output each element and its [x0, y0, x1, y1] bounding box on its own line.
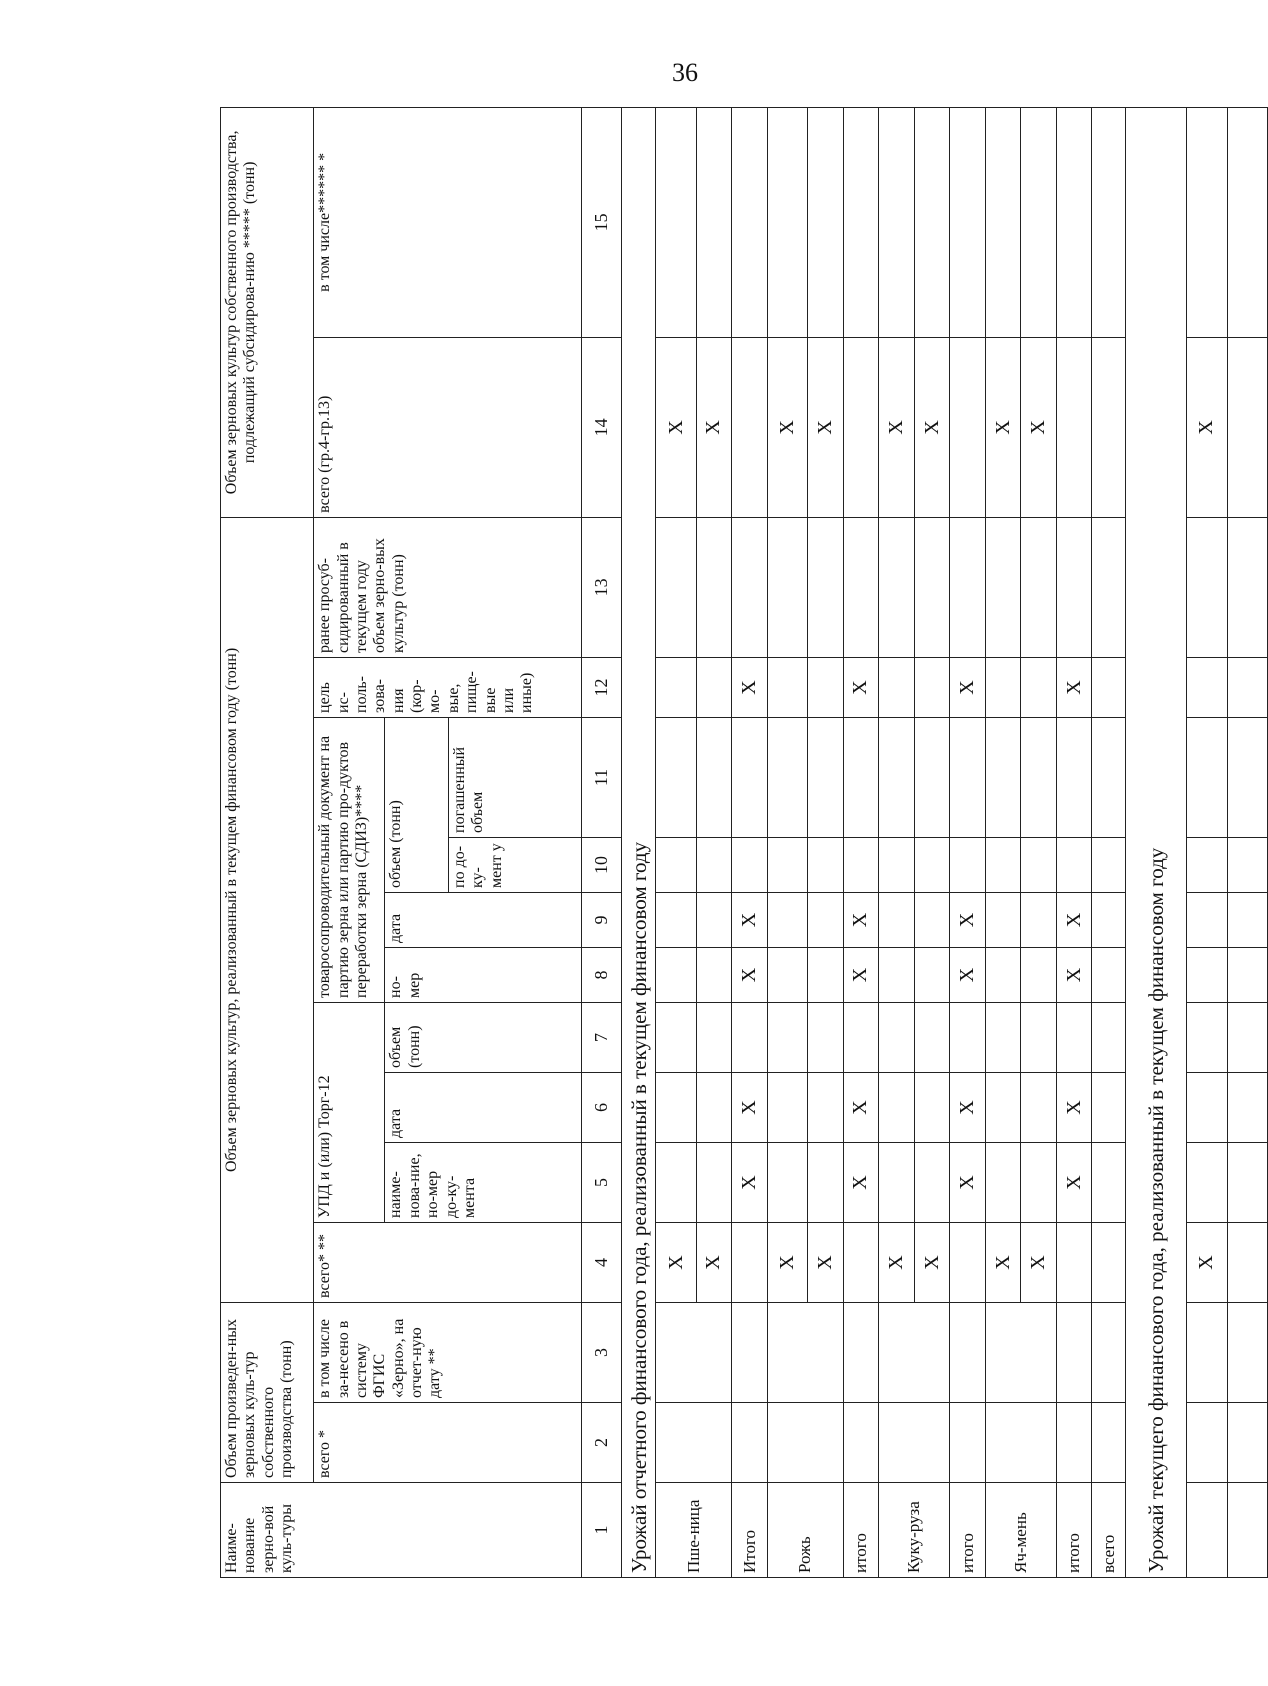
x-mark: X — [656, 337, 696, 517]
table-row — [1056, 107, 1092, 1577]
x-mark: X — [843, 657, 879, 717]
header-produced-total: всего * — [314, 1403, 581, 1483]
x-mark: X — [1056, 657, 1092, 717]
col-num: 15 — [581, 107, 621, 337]
x-mark: X — [879, 1222, 915, 1302]
header-subsidy-including: в том числе****** * — [314, 107, 581, 337]
x-mark: X — [808, 1222, 844, 1302]
col-num: 10 — [581, 837, 621, 892]
col-num: 5 — [581, 1142, 621, 1222]
subsidy-table — [220, 107, 1268, 1578]
x-mark: X — [879, 337, 915, 517]
x-mark: X — [914, 1222, 950, 1302]
table-row — [1187, 107, 1227, 1577]
corn-total: итого — [950, 1483, 986, 1578]
header-sold-total: всего* ** — [314, 1222, 581, 1302]
x-mark: X — [656, 1222, 696, 1302]
crop-rye: Рожь — [767, 1483, 843, 1578]
col-num: 8 — [581, 947, 621, 1002]
x-mark: X — [950, 892, 986, 947]
crop-corn: Куку-руза — [879, 1483, 950, 1578]
x-mark: X — [732, 892, 768, 947]
x-mark: X — [843, 1142, 879, 1222]
header-sdiz-number: но-мер — [385, 947, 581, 1002]
header-sold-group: Объем зерновых культур, реализованный в текущем финансовом году (тонн) — [221, 517, 314, 1302]
col-num: 3 — [581, 1302, 621, 1402]
header-volume-by-document: по до-ку-мент у — [448, 837, 581, 892]
header-upd-doc-name: наиме-нова-ние, но-мер до-ку-мента — [385, 1142, 581, 1222]
col-num: 12 — [581, 657, 621, 717]
header-sdiz-date: дата — [385, 892, 581, 947]
x-mark: X — [732, 657, 768, 717]
grand-total: всего — [1092, 1483, 1125, 1578]
page-number: 36 — [672, 58, 698, 87]
x-mark: X — [732, 1142, 768, 1222]
header-upd-torg12: УПД и (или) Торг-12 — [314, 1002, 385, 1222]
col-num: 11 — [581, 717, 621, 837]
x-mark: X — [1021, 1222, 1057, 1302]
x-mark: X — [843, 947, 879, 1002]
table-row — [1227, 107, 1267, 1577]
header-upd-volume: объем (тонн) — [385, 1002, 581, 1072]
table-row — [950, 107, 986, 1577]
header-subsidy-group: Объем зерновых культур собственного производства, подлежащий субсидирова-нию ***** (тонн) — [221, 107, 314, 517]
header-usage-purpose: цель ис-поль-зова-ния (кор-мо-вые, пище-вые или иные) — [314, 657, 581, 717]
header-sdiz: товаросопроводительный документ на партию зерна или партию про-дуктов переработки зерна (СДИЗ)**** — [314, 717, 385, 1002]
table-row — [732, 107, 768, 1577]
x-mark: X — [732, 947, 768, 1002]
x-mark: X — [1021, 337, 1057, 517]
x-mark: X — [950, 947, 986, 1002]
header-crop-name: Наиме-нование зерно-вой куль-туры — [221, 1483, 582, 1578]
x-mark: X — [985, 337, 1021, 517]
x-mark: X — [843, 892, 879, 947]
x-mark: X — [843, 1072, 879, 1142]
header-previously-subsidized: ранее просуб-сидированный в текущем году объем зерно-вых культур (тонн) — [314, 517, 581, 657]
header-produced-group: Объем произведен-ных зерновых куль-тур собственного производства (тонн) — [221, 1302, 314, 1482]
wheat-total: Итого — [732, 1483, 768, 1578]
x-mark: X — [1056, 1072, 1092, 1142]
x-mark: X — [1056, 1142, 1092, 1222]
table-row — [767, 107, 807, 1577]
table-row — [879, 107, 915, 1577]
x-mark: X — [1187, 337, 1227, 517]
column-number-row — [581, 107, 621, 1577]
x-mark: X — [914, 337, 950, 517]
col-num: 7 — [581, 1002, 621, 1072]
x-mark: X — [696, 337, 732, 517]
x-mark: X — [767, 1222, 807, 1302]
x-mark: X — [696, 1222, 732, 1302]
x-mark: X — [985, 1222, 1021, 1302]
table-row — [843, 107, 879, 1577]
x-mark: X — [950, 657, 986, 717]
col-num: 13 — [581, 517, 621, 657]
x-mark: X — [808, 337, 844, 517]
col-num: 4 — [581, 1222, 621, 1302]
x-mark: X — [1187, 1222, 1227, 1302]
header-produced-fgis: в том числе за-несено в систему ФГИС «Зерно», на отчет-ную дату ** — [314, 1302, 581, 1402]
header-sdiz-volume: объем (тонн) — [385, 717, 448, 892]
section-current-year: Урожай текущего финансового года, реализованный в текущем финансовом году — [1125, 107, 1187, 1577]
x-mark: X — [732, 1072, 768, 1142]
table-row — [1092, 107, 1125, 1577]
col-num: 6 — [581, 1072, 621, 1142]
col-num: 14 — [581, 337, 621, 517]
header-upd-date: дата — [385, 1072, 581, 1142]
x-mark: X — [1056, 892, 1092, 947]
col-num: 2 — [581, 1403, 621, 1483]
x-mark: X — [767, 337, 807, 517]
header-volume-redeemed: погашенный объем — [448, 717, 581, 837]
rye-total: итого — [843, 1483, 879, 1578]
barley-total: итого — [1056, 1483, 1092, 1578]
header-subsidy-total: всего (гр.4-гр.13) — [314, 337, 581, 517]
rotated-table-wrapper — [220, 108, 1268, 1578]
table-row — [656, 107, 696, 1577]
crop-wheat: Пше-ница — [656, 1483, 732, 1578]
x-mark: X — [1056, 947, 1092, 1002]
col-num: 9 — [581, 892, 621, 947]
section-previous-year: Урожай отчетного финансового года, реализованный в текущем финансовом году — [621, 107, 656, 1577]
crop-barley: Яч-мень — [985, 1483, 1056, 1578]
col-num: 1 — [581, 1483, 621, 1578]
table-row — [985, 107, 1021, 1577]
x-mark: X — [950, 1072, 986, 1142]
x-mark: X — [950, 1142, 986, 1222]
